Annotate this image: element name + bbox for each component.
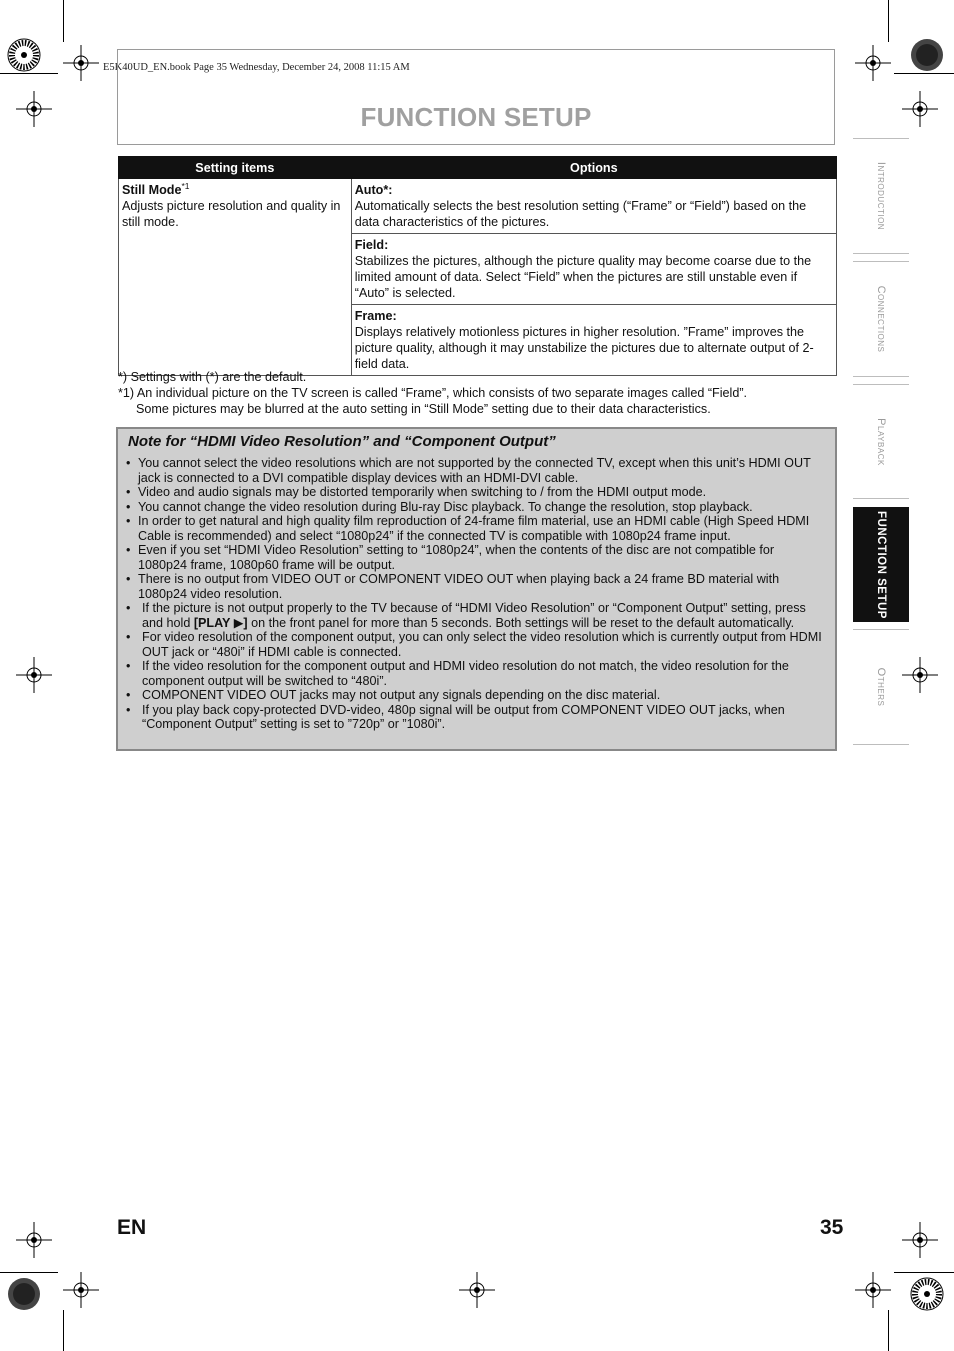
title-frame — [117, 49, 835, 145]
page-title: FUNCTION SETUP — [360, 102, 592, 132]
setting-item-description: Adjusts picture resolution and quality in still mode. — [122, 199, 341, 229]
list-item: • For video resolution of the component output, you can only select the video resolution which is currently output from HDMI OUT jack or “480i” if HDMI cable is connected. — [126, 630, 822, 659]
crop-line — [63, 0, 64, 42]
option-name: Auto*: — [354, 183, 393, 197]
setting-item-cell — [119, 179, 352, 376]
list-item-play-reset: • If the picture is not output properly to the TV because of “HDMI Video Resolution” or “Component Output” setting, press and hold [PLAY ▶] on the front panel for more than 5 seconds. Both settings will be reset to the default automatically. — [126, 601, 806, 630]
crop-line — [894, 1272, 954, 1273]
footnote-default: *) Settings with (*) are the default. — [118, 370, 307, 384]
option-description: Stabilizes the pictures, although the picture quality may become coarse due to the limited amount of data. Select “Field” when the pictures are still unstable even if “Auto” is selected. — [354, 254, 812, 300]
page-number: 35 — [820, 1216, 844, 1239]
registration-mark-icon — [459, 1272, 495, 1308]
crop-line — [888, 0, 889, 42]
list-item: • Even if you set “HDMI Video Resolution” setting to “1080p24”, when the contents of the disc are not compatible for 1080p24 frame, 1080p60 frame will be output. — [126, 543, 775, 572]
tab-label: Playback — [875, 417, 887, 466]
footnote-1: *1) An individual picture on the TV screen is called “Frame”, which consists of two separate images called “Field”. — [118, 386, 748, 400]
registration-mark-icon — [63, 45, 99, 81]
registration-mark-icon — [855, 1272, 891, 1308]
crop-line — [63, 1310, 64, 1351]
list-item: • If you play back copy-protected DVD-video, 480p signal will be output from COMPONENT VIDEO OUT jacks, when “Component Output” setting is set to ”720p” or ”1080i”. — [126, 702, 785, 731]
footnote-1-continued: Some pictures may be blurred at the auto setting in “Still Mode” setting due to their data characteristics. — [136, 402, 711, 416]
crop-disc-bottom-left-icon — [7, 1277, 41, 1311]
registration-mark-icon — [902, 1222, 938, 1258]
list-item: • If the video resolution for the component output and HDMI video resolution do not match, the video resolution for the component output will be switched to “480i”. — [126, 659, 789, 688]
language-label: EN — [117, 1216, 147, 1239]
tab-label: Introduction — [875, 161, 887, 231]
option-name: Field: — [354, 238, 389, 252]
option-cell-frame — [351, 305, 836, 376]
crop-line — [0, 1272, 58, 1273]
list-item: • COMPONENT VIDEO OUT jacks may not output any signals depending on the disc material. — [126, 688, 661, 702]
registration-mark-icon — [902, 91, 938, 127]
footnotes — [118, 369, 747, 417]
option-cell-auto — [351, 179, 836, 234]
crop-disc-bottom-right-icon — [910, 1277, 944, 1311]
list-item: • There is no output from VIDEO OUT or COMPONENT VIDEO OUT when playing back a 24 frame BD material with 1080p24 video resolution. — [126, 572, 780, 601]
tab-others[interactable] — [853, 629, 909, 745]
crop-line — [888, 1310, 889, 1351]
tab-label: Connections — [875, 285, 887, 353]
column-header-setting-items: Setting items — [119, 157, 352, 179]
setting-item-name: Still Mode — [122, 183, 182, 197]
tab-label: FUNCTION SETUP — [875, 510, 887, 619]
tab-playback[interactable] — [853, 384, 909, 499]
tab-introduction[interactable] — [853, 138, 909, 254]
option-description: Displays relatively motionless pictures in higher resolution. ”Frame” improves the picture quality, although it may unstabilize the pictures due to alternate output of 2-field data. — [354, 325, 814, 371]
column-header-options: Options — [351, 157, 836, 179]
registration-mark-icon — [855, 45, 891, 81]
option-cell-field — [351, 234, 836, 305]
list-item: • Video and audio signals may be distorted temporarily when switching to / from the HDMI output mode. — [126, 485, 707, 499]
tab-connections[interactable] — [853, 261, 909, 377]
note-list — [126, 456, 826, 732]
note-title: Note for “HDMI Video Resolution” and “Component Output” — [128, 433, 556, 450]
option-name: Frame: — [354, 309, 397, 323]
list-item: • In order to get natural and high quality film reproduction of 24-frame film material, use an HDMI cable (High Speed HDMI Cable is recommended) and select “1080p24” if the connected TV is compatible with 1080p24 frame input. — [126, 514, 810, 543]
footnote-ref: *1 — [181, 180, 190, 191]
crop-disc-top-left-icon — [7, 38, 41, 72]
registration-mark-icon — [16, 657, 52, 693]
registration-mark-icon — [16, 1222, 52, 1258]
play-button-label: [PLAY ▶] — [193, 615, 248, 630]
crop-line — [0, 73, 58, 74]
option-description: Automatically selects the best resolution setting (“Frame” or “Field”) based on the data characteristics of the pictures. — [354, 199, 807, 229]
list-item: • You cannot change the video resolution during Blu-ray Disc playback. To change the resolution, stop playback. — [126, 499, 753, 514]
crop-disc-top-right-icon — [910, 38, 944, 72]
tab-label: Others — [875, 667, 887, 707]
book-header-info: E5K40UD_EN.book Page 35 Wednesday, December 24, 2008 11:15 AM — [103, 62, 410, 73]
registration-mark-icon — [63, 1272, 99, 1308]
crop-line — [894, 73, 954, 74]
registration-mark-icon — [16, 91, 52, 127]
list-item: • You cannot select the video resolutions which are not supported by the connected TV, except when this unit’s HDMI OUT jack is connected to a DVI compatible display devices with an HDMI-DVI cable. — [126, 456, 811, 485]
tab-function-setup[interactable] — [853, 507, 909, 622]
note-box — [116, 427, 837, 751]
settings-table — [118, 156, 837, 376]
